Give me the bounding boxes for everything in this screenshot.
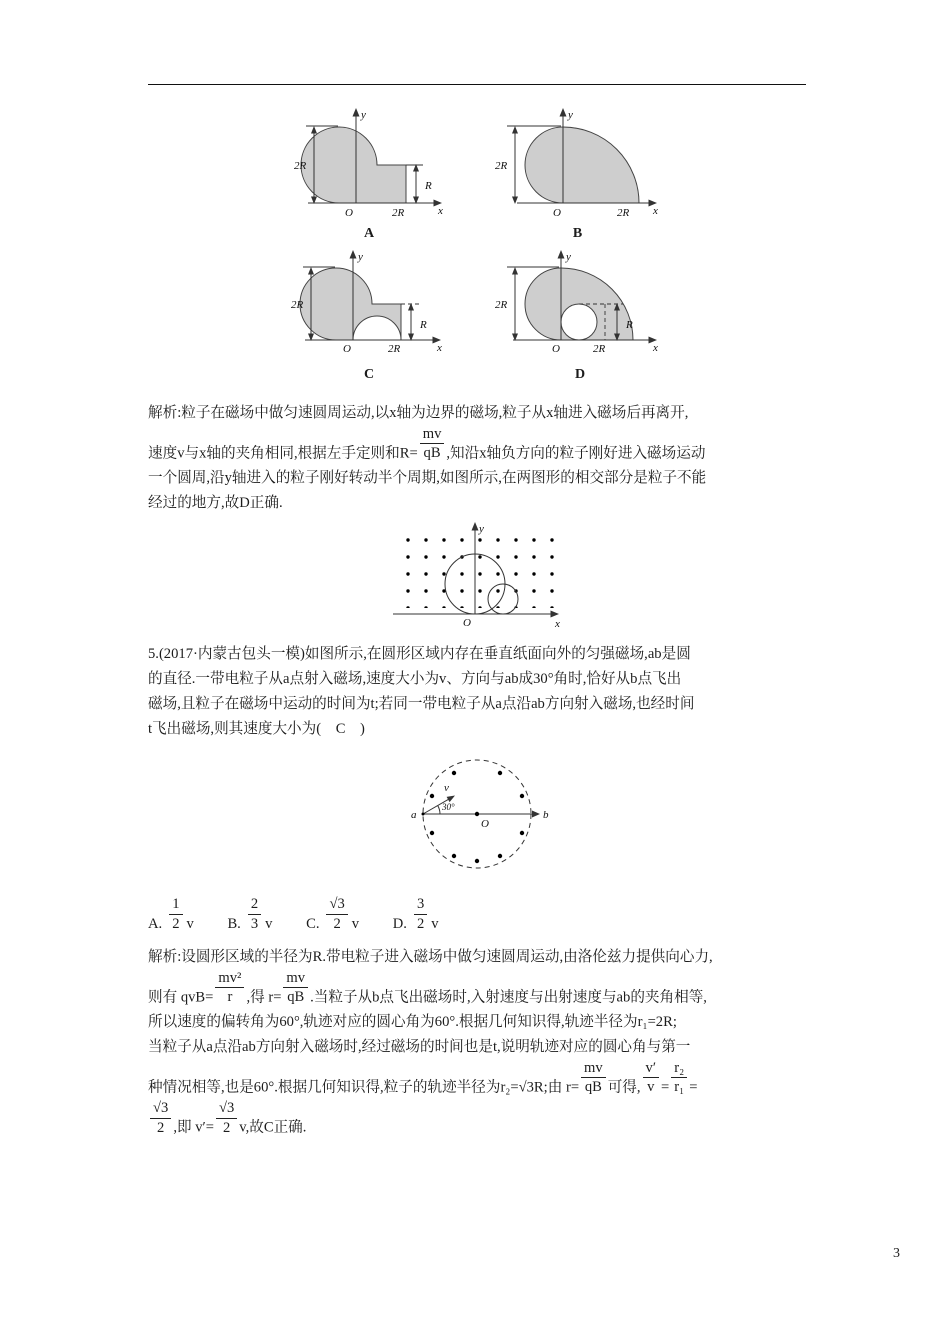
answer-figures (148, 105, 806, 383)
fraction-denominator: qB (423, 445, 441, 462)
option-d-label: D. (392, 915, 407, 932)
fraction-numerator: √3 (150, 1100, 171, 1118)
text-segment: ,即 v′= (173, 1119, 214, 1136)
field-dot-grid (397, 528, 555, 608)
figure-c-label: C (363, 367, 375, 382)
fraction-numerator: 3 (414, 896, 427, 914)
option-d-fraction (414, 896, 427, 932)
fraction-denominator: v (647, 1079, 655, 1096)
x-tick-label: 2R (391, 207, 404, 219)
angle-label: 30° (442, 802, 455, 813)
figure-a-canvas (292, 105, 447, 225)
solution4-line2 (148, 426, 806, 466)
point-b-label: b (543, 809, 549, 822)
fraction-numerator: 2 (248, 896, 261, 914)
x-axis-label: x (652, 205, 658, 217)
figure-d-canvas (495, 248, 665, 366)
question5-line1: 5.(2017·内蒙古包头一模)如图所示,在圆形区域内存在垂直纸面向外的匀强磁场,ab是圆 (148, 646, 691, 663)
solution5-line4: 当粒子从a点沿ab方向射入磁场时,经过磁场的时间也是t,说明轨迹对应的圆心角与第一 (148, 1039, 691, 1056)
solution5-line2 (148, 970, 806, 1010)
solution4-figure (148, 520, 806, 632)
solution5-line5 (148, 1060, 806, 1100)
solution5-line1: 解析:设圆形区域的半径为R.带电粒子进入磁场中做匀速圆周运动,由洛伦兹力提供向心力, (148, 948, 713, 965)
solution4-line4: 经过的地方,故D正确. (148, 495, 283, 512)
point-a-label: a (411, 809, 417, 822)
field-dot (430, 831, 434, 835)
origin-label: O (343, 343, 351, 355)
option-c (306, 896, 359, 932)
fraction-denominator: 2 (172, 915, 180, 932)
fraction-denominator: r (227, 989, 233, 1006)
solution5-line3: 所以速度的偏转角为60°,轨迹对应的圆心角为60°.根据几何知识得,轨迹半径为r₁=2R; (148, 1014, 677, 1031)
option-a (148, 896, 194, 932)
fraction-denominator: 2 (333, 915, 341, 932)
fraction-numerator: 1 (169, 896, 182, 914)
text-segment: 可得, (607, 1079, 641, 1096)
dim-r-label: R (420, 319, 427, 331)
fraction-denominator: qB (584, 1079, 602, 1096)
text-segment: 速度v与x轴的夹角相同,根据左手定则和R= (148, 445, 418, 462)
x-axis-label: x (437, 205, 443, 217)
field-dot (430, 794, 434, 798)
fraction-mv-over-qb (581, 1060, 606, 1096)
dim-2r-label: 2R (291, 299, 304, 311)
y-axis-label: y (360, 109, 366, 121)
dim-r-label: R (626, 319, 633, 331)
figure-row-2 (148, 248, 806, 383)
question5-line2: 的直径.一带电粒子从a点射入磁场,速度大小为v、方向与ab成30°角时,恰好从b点飞出 (148, 671, 682, 688)
option-c-unit: v (351, 915, 360, 932)
question5-paragraph (148, 642, 806, 742)
solution4-paragraph (148, 401, 806, 516)
text-segment: ,知沿x轴负方向的粒子刚好进入磁场运动 (446, 445, 706, 462)
excluded-circle (561, 304, 597, 340)
origin-label: O (552, 343, 560, 355)
solution5-line6 (148, 1100, 806, 1140)
fraction-sqrt3-over-2 (216, 1100, 237, 1136)
fraction-numerator: mv (420, 426, 445, 444)
solution4-line1: 解析:粒子在磁场中做匀速圆周运动,以x轴为边界的磁场,粒子从x轴进入磁场后再离开, (148, 405, 689, 421)
figure-a-label: A (363, 226, 375, 241)
figure-row-1 (148, 105, 806, 242)
field-dot (520, 831, 524, 835)
option-d-unit: v (431, 915, 439, 932)
option-b-fraction (248, 896, 261, 932)
dim-2r-arrow-top (512, 126, 518, 134)
fraction-numerator: mv² (215, 970, 244, 988)
field-dot (475, 859, 479, 863)
fraction-r2-over-r1 (671, 1060, 687, 1096)
fraction-denominator: 2 (416, 915, 425, 932)
fraction-denominator: 2 (222, 1119, 231, 1136)
answer-options-row (148, 896, 806, 932)
option-a-label: A. (148, 915, 163, 932)
y-axis-arrow (472, 522, 479, 531)
figure-d-label: D (574, 367, 586, 382)
question5-line4: t飞出磁场,则其速度大小为( C ) (148, 721, 365, 738)
question5-figure (148, 746, 806, 886)
fraction-vprime-over-v (643, 1060, 660, 1096)
fraction-mv2-over-r (215, 970, 244, 1006)
option-b (227, 896, 272, 932)
x-axis-label: x (653, 342, 658, 354)
fraction-denominator: 2 (157, 1119, 165, 1136)
dim-2r-arrow-top (311, 126, 317, 134)
x-tick-label: 2R (616, 207, 629, 219)
fraction-mv-over-qb (420, 426, 445, 462)
fraction-numerator: √3 (326, 896, 347, 914)
field-dot (498, 771, 502, 775)
y-axis-arrow (558, 250, 565, 259)
option-a-fraction (169, 896, 182, 932)
diameter-arrow (532, 811, 540, 818)
fraction-numerator: mv (581, 1060, 606, 1078)
figure-c-canvas (289, 248, 449, 366)
fraction-numerator: √3 (216, 1100, 237, 1118)
option-c-fraction (326, 896, 347, 932)
fraction-sqrt3-over-2 (150, 1100, 171, 1136)
angle-arc (438, 806, 440, 815)
figure-option-d (495, 248, 665, 383)
figure-b-label: B (572, 226, 583, 241)
field-dot (452, 771, 456, 775)
circular-field-canvas (382, 746, 572, 886)
y-axis-label: y (358, 251, 363, 263)
header-rule (148, 84, 806, 85)
field-dot (498, 854, 502, 858)
page-content (148, 0, 806, 1141)
option-a-unit: v (186, 915, 194, 932)
text-segment: v,故C正确. (239, 1119, 307, 1136)
dim-2r-label: 2R (293, 160, 306, 172)
field-region-shape (301, 127, 406, 203)
fraction-denominator: r₁ (674, 1079, 685, 1096)
figure-option-c (289, 248, 449, 383)
dim-2r-label: 2R (494, 160, 507, 172)
equals-sign: = (689, 1079, 698, 1096)
y-axis-arrow (350, 250, 357, 259)
question5-line3: 磁场,且粒子在磁场中运动的时间为t;若同一带电粒子从a点沿ab方向射入磁场,也经时间 (148, 696, 695, 713)
origin-label: O (344, 207, 353, 219)
center-label: O (481, 818, 489, 831)
option-c-label: C. (306, 915, 320, 932)
text-segment: .当粒子从b点飞出磁场时,入射速度与出射速度与ab的夹角相等, (310, 989, 707, 1006)
y-axis-arrow (559, 108, 566, 117)
fraction-numerator: r₂ (671, 1060, 687, 1078)
text-segment: 则有 qvB= (148, 989, 214, 1006)
fraction-denominator: qB (287, 989, 305, 1006)
figure-option-a (292, 105, 447, 242)
fraction-denominator: 3 (250, 915, 259, 932)
field-region-shape (525, 127, 639, 203)
x-tick-label: 2R (593, 343, 606, 355)
center-dot (475, 812, 479, 816)
field-dot (520, 794, 524, 798)
text-segment: ,得 r= (246, 989, 282, 1006)
field-dot (452, 854, 456, 858)
dim-2r-label: 2R (495, 299, 508, 311)
fraction-numerator: mv (283, 970, 308, 988)
x-axis-label: x (437, 342, 442, 354)
equals-sign: = (661, 1079, 670, 1096)
y-axis-arrow (352, 108, 359, 117)
text-segment: 种情况相等,也是60°.根据几何知识得,粒子的轨迹半径为r₂=√3R;由 r= (148, 1079, 580, 1096)
fraction-mv-over-qb (283, 970, 308, 1006)
dim-r-label: R (424, 180, 432, 192)
solution5-paragraph (148, 945, 806, 1141)
option-b-unit: v (265, 915, 273, 932)
option-b-label: B. (227, 915, 241, 932)
dim-2r-arrow-top (512, 267, 518, 275)
velocity-label: v (444, 782, 449, 795)
solution4-line3: 一个圆周,沿y轴进入的粒子刚好转动半个周期,如图所示,在两图形的相交部分是粒子不能 (148, 470, 707, 487)
point-a-dot (422, 813, 425, 816)
origin-label: O (552, 207, 561, 219)
figure-option-b (493, 105, 663, 242)
x-axis-arrow (551, 611, 560, 618)
y-axis-label: y (479, 523, 484, 536)
dot-field-canvas (387, 520, 567, 632)
x-tick-label: 2R (388, 343, 401, 355)
fraction-numerator: v′ (643, 1060, 660, 1078)
x-axis-label: x (555, 618, 560, 631)
y-axis-label: y (566, 251, 571, 263)
option-d (393, 896, 439, 932)
page-number: 3 (893, 1246, 900, 1261)
y-axis-label: y (567, 109, 573, 121)
figure-b-canvas (493, 105, 663, 225)
dim-2r-arrow-top (308, 267, 314, 275)
origin-label: O (463, 617, 471, 630)
